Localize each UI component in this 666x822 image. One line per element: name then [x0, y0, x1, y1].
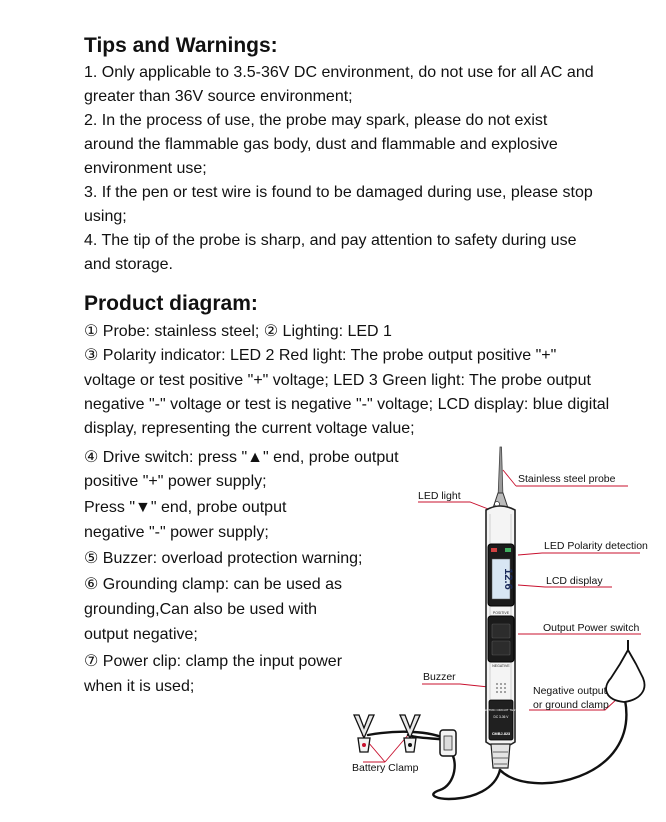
product-line: ⑤ Buzzer: overload protection warning;: [84, 550, 363, 567]
polarity-led-green: [505, 548, 511, 552]
label-led-light: LED light: [418, 490, 461, 502]
label-stainless-probe: Stainless steel probe: [518, 473, 616, 485]
buzzer-holes: [496, 683, 506, 693]
polarity-led-red: [491, 548, 497, 552]
label-battery-clamp: Battery Clamp: [352, 762, 419, 774]
negative-ground-clamp: [606, 650, 644, 702]
tips-line: 4. The tip of the probe is sharp, and pay attention to safety during use: [84, 232, 577, 249]
tips-line: greater than 36V source environment;: [84, 88, 353, 105]
product-line: output negative;: [84, 626, 198, 643]
tips-line: around the flammable gas body, dust and flammable and explosive: [84, 136, 558, 153]
label-lcd-display: LCD display: [546, 575, 603, 587]
label-buzzer: Buzzer: [423, 671, 456, 683]
product-heading: Product diagram:: [84, 292, 258, 315]
tips-line: 1. Only applicable to 3.5-36V DC environment, do not use for all AC and: [84, 64, 594, 81]
probe-tip: [498, 447, 503, 498]
product-line: ① Probe: stainless steel; ② Lighting: LED 1: [84, 323, 392, 340]
tips-line: using;: [84, 208, 127, 225]
product-line: voltage or test positive "+" voltage; LED 3 Green light: The probe output: [84, 372, 591, 389]
brand-text: ELECTRIC CIRCUIT TESTER: [480, 708, 522, 712]
product-line: negative "-" voltage or test is negative "-" voltage; LCD display: blue digital: [84, 396, 610, 413]
product-line: grounding,Can also be used with: [84, 601, 318, 618]
tips-line: and storage.: [84, 256, 173, 273]
product-line: ③ Polarity indicator: LED 2 Red light: The probe output positive "+": [84, 347, 557, 364]
product-line: display, representing the current voltage value;: [84, 420, 415, 437]
label-led-polarity: LED Polarity detection: [544, 540, 648, 552]
product-line: ④ Drive switch: press "▲" end, probe output: [84, 449, 399, 466]
product-line: Press "▼" end, probe output: [84, 499, 287, 516]
product-line: negative "-" power supply;: [84, 524, 269, 541]
label-ground-clamp: or ground clamp: [533, 699, 609, 711]
range-text: DC 3-36 V: [493, 715, 509, 719]
model-text: CMBJ-823: [491, 732, 511, 736]
label-output-switch: Output Power switch: [543, 622, 640, 634]
product-line: when it is used;: [84, 678, 195, 695]
tips-heading: Tips and Warnings:: [84, 34, 278, 57]
battery-clamp-right: [400, 715, 420, 752]
product-line: ⑦ Power clip: clamp the input power: [84, 653, 343, 670]
label-negative-output: Negative output: [533, 685, 607, 697]
tips-line: environment use;: [84, 160, 207, 177]
switch-positive-label: POSITIVE: [492, 611, 510, 615]
tips-line: 2. In the process of use, the probe may spark, please do not exist: [84, 112, 548, 129]
tips-line: 3. If the pen or test wire is found to be damaged during use, please stop: [84, 184, 593, 201]
product-line: ⑥ Grounding clamp: can be used as: [84, 576, 343, 593]
lcd-value: 12.6: [502, 568, 514, 590]
product-line: positive "+" power supply;: [84, 473, 267, 490]
switch-negative-label: NEGATIVE: [492, 664, 510, 668]
